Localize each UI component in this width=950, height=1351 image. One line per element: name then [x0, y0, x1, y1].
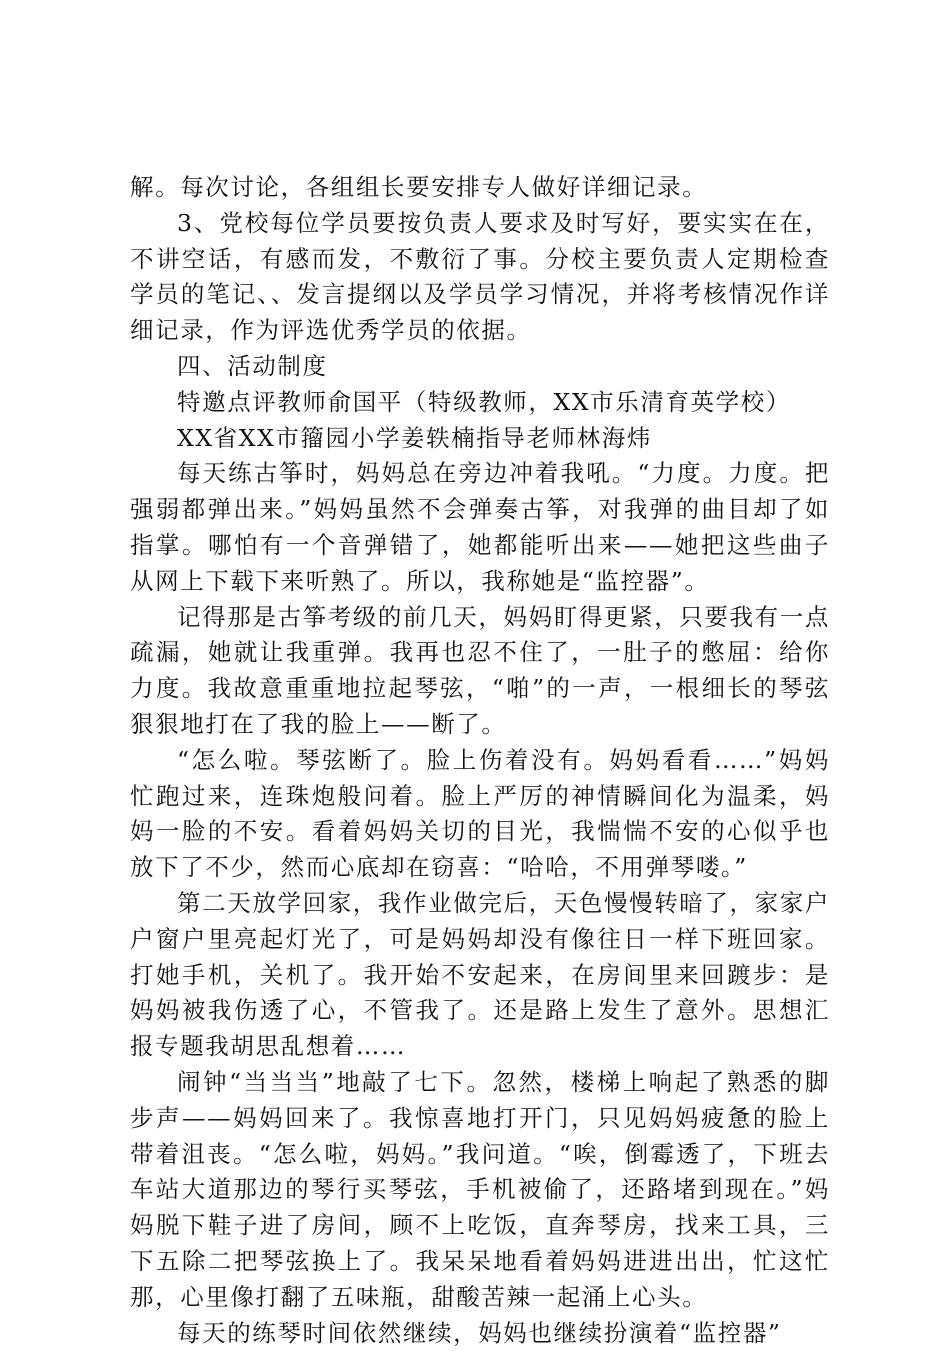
paragraph-story-1: 每天练古筝时，妈妈总在旁边冲着我吼。“力度。力度。把强弱都弹出来。”妈妈虽然不会弹奏古筝，对我弹的曲目却了如指掌。哪怕有一个音弹错了，她都能听出来——她把这些曲子从网上下载下来听熟了。所以，我称她是“监控器”。: [130, 456, 830, 599]
paragraph-guest-reviewer: 特邀点评教师俞国平（特级教师，XX市乐清育英学校）: [130, 385, 830, 421]
paragraph-rule-3: 3、党校每位学员要按负责人要求及时写好，要实实在在，不讲空话，有感而发，不敷衍了事。分校主要负责人定期检查学员的笔记、、发言提纲以及学员学习情况，并将考核情况作详细记录，作为评选优秀学员的依据。: [130, 206, 830, 349]
document-body: [130, 170, 830, 1351]
paragraph-discussion-records: 解。每次讨论，各组组长要安排专人做好详细记录。: [130, 170, 830, 206]
paragraph-story-3: “怎么啦。琴弦断了。脸上伤着没有。妈妈看看……”妈妈忙跑过来，连珠炮般问着。脸上严厉的神情瞬间化为温柔，妈妈一脸的不安。看着妈妈关切的目光，我惴惴不安的心似乎也放下了不少，然而心底却在窃喜：“哈哈，不用弹琴喽。”: [130, 743, 830, 886]
paragraph-story-6: 每天的练琴时间依然继续，妈妈也继续扮演着“监控器”: [130, 1316, 830, 1351]
paragraph-author-line: XX省XX市籀园小学姜轶楠指导老师林海炜: [130, 421, 830, 457]
paragraph-story-2: 记得那是古筝考级的前几天，妈妈盯得更紧，只要我有一点疏漏，她就让我重弹。我再也忍不住了，一肚子的憋屈：给你力度。我故意重重地拉起琴弦，“啪”的一声，一根细长的琴弦狠狠地打在了我的脸上——断了。: [130, 600, 830, 743]
section-heading-activity-system: 四、活动制度: [130, 349, 830, 385]
paragraph-story-5: 闹钟“当当当”地敲了七下。忽然，楼梯上响起了熟悉的脚步声——妈妈回来了。我惊喜地打开门，只见妈妈疲惫的脸上带着沮丧。“怎么啦，妈妈。”我问道。“唉，倒霉透了，下班去车站大道那边的琴行买琴弦，手机被偷了，还路堵到现在。”妈妈脱下鞋子进了房间，顾不上吃饭，直奔琴房，找来工具，三下五除二把琴弦换上了。我呆呆地看着妈妈进进出出，忙这忙那，心里像打翻了五味瓶，甜酸苦辣一起涌上心头。: [130, 1065, 830, 1316]
paragraph-story-4: 第二天放学回家，我作业做完后，天色慢慢转暗了，家家户户窗户里亮起灯光了，可是妈妈却没有像往日一样下班回家。打她手机，关机了。我开始不安起来，在房间里来回踱步：是妈妈被我伤透了心，不管我了。还是路上发生了意外。思想汇报专题我胡思乱想着……: [130, 886, 830, 1065]
